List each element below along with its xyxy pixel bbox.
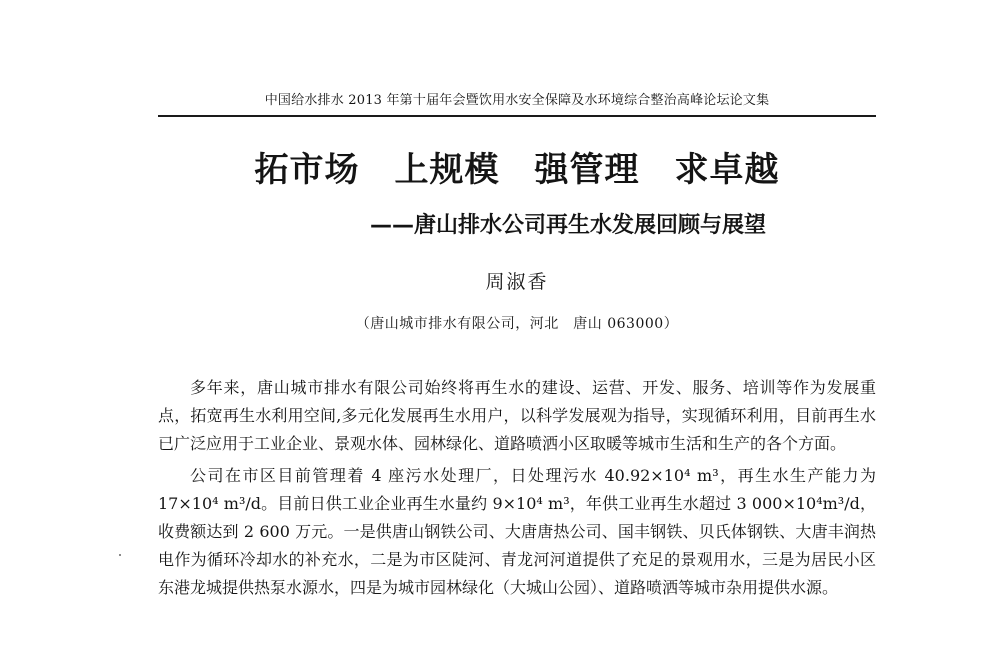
scan-artifact [119, 554, 121, 556]
body-paragraph-1: 多年来，唐山城市排水有限公司始终将再生水的建设、运营、开发、服务、培训等作为发展重点，拓宽再生水利用空间,多元化发展再生水用户，以科学发展观为指导，实现循环利用，目前再生水已广泛应用于工业企业、景观水体、园林绿化、道路喷洒小区取暖等城市生活和生产的各个方面。 [158, 378, 876, 453]
article-subtitle: ——唐山排水公司再生水发展回顾与展望 [370, 213, 767, 238]
author-name: 周淑香 [485, 271, 549, 293]
running-header: 中国给水排水 2013 年第十届年会暨饮用水安全保障及水环境综合整治高峰论坛论文集 [264, 93, 770, 108]
article-title: 拓市场 上规模 强管理 求卓越 [254, 150, 780, 190]
body-paragraph-2: 公司在市区目前管理着 4 座污水处理厂，日处理污水 40.92×10⁴ m³，再生水生产能力为 17×10⁴ m³/d。目前日供工业企业再生水量约 9×10⁴ m³，年供工业再生水超过 3 000×10⁴m³/d，收费额达到 2 600 万元。一是供唐山钢铁公司、大唐唐热公司、国丰钢铁、贝氏体钢铁、大唐丰润热电作为循环冷却水的补充水，二是为市区陡河、青龙河河道提供了充足的景观用水，三是为居民小区东港龙城提供热泵水源水，四是为城市园林绿化（大城山公园）、道路喷洒等城市杂用提供水源。 [158, 466, 876, 597]
article-body [158, 374, 876, 602]
header-rule [158, 115, 876, 117]
author-affiliation: （唐山城市排水有限公司，河北 唐山 063000） [355, 316, 679, 332]
